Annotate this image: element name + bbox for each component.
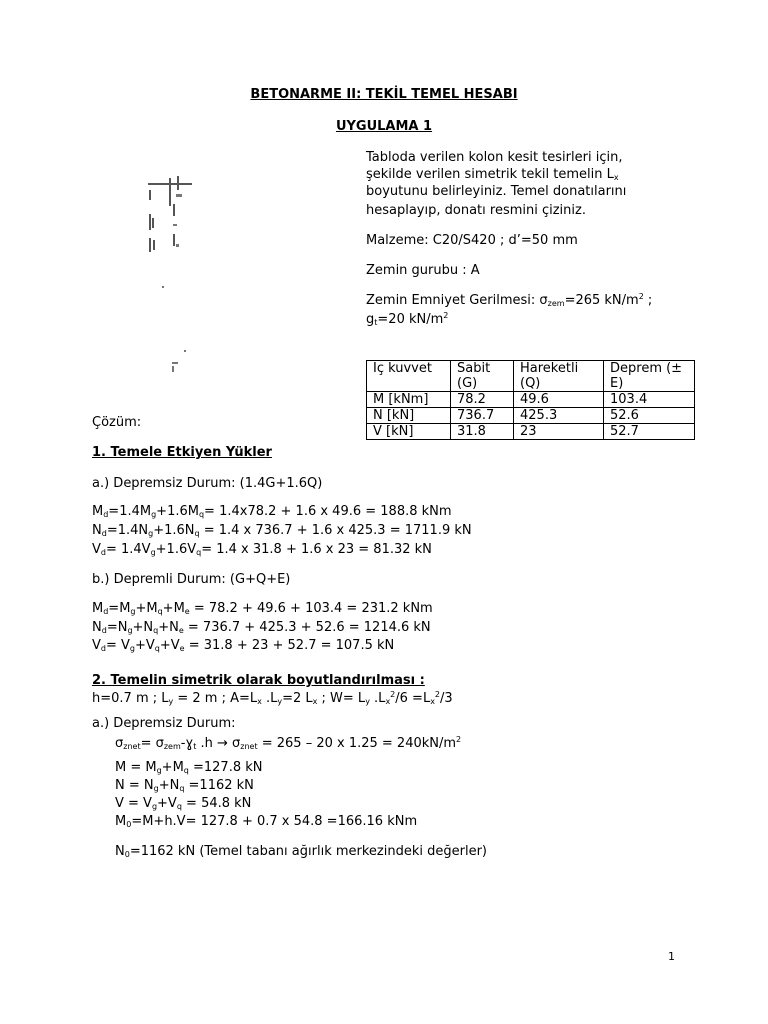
page-number: 1 — [668, 950, 675, 963]
table-cell: 23 — [514, 424, 604, 440]
intro-line-2: şekilde verilen simetrik tekil temelin $L_x$ — [366, 167, 619, 182]
material-spec: Malzeme: C20/S420 ; d’=50 mm — [366, 233, 578, 248]
internal-forces-table — [366, 360, 695, 440]
table-row — [367, 392, 695, 408]
table-header-cell: Hareketli (Q) — [514, 361, 604, 392]
soil-unit-weight: $g_t=20$ $kN/m^2$ — [366, 311, 449, 327]
section-2a-v: $V = V_g+V_q = 54.8$ kN — [115, 796, 252, 811]
table-cell: 31.8 — [451, 424, 514, 440]
section-2a-n: $N = N_g+N_q =1162$ kN — [115, 778, 254, 793]
table-cell: N [kN] — [367, 408, 451, 424]
section-1a-nd: $N_d=1.4N_g+1.6N_q = 1.4$ x 736.7 + 1.6 x 425.3 = 1711.9 kN — [92, 523, 472, 538]
section-1a-title: a.) Depremsiz Durum: (1.4G+1.6Q) — [92, 476, 323, 491]
section-1-heading: 1. Temele Etkiyen Yükler — [92, 445, 272, 460]
section-1b-title: b.) Depremli Durum: (G+Q+E) — [92, 572, 291, 587]
document-subtitle: UYGULAMA 1 — [335, 119, 433, 134]
soil-group: Zemin gurubu : A — [366, 263, 480, 278]
document-title: BETONARME II: TEKİL TEMEL HESABI — [250, 87, 518, 102]
table-header-cell: Iç kuvvet — [367, 361, 451, 392]
table-header-cell: Deprem (± E) — [604, 361, 695, 392]
table-cell: 78.2 — [451, 392, 514, 408]
intro-line-1: Tabloda verilen kolon kesit tesirleri için, — [366, 150, 623, 165]
section-1a-vd: $V_d= 1.4V_g+1.6V_q= 1.4$ x 31.8 + 1.6 x 23 = 81.32 kN — [92, 542, 432, 557]
table-row — [367, 408, 695, 424]
table-cell: 103.4 — [604, 392, 695, 408]
table-header-row — [367, 361, 695, 392]
table-header-cell: Sabit (G) — [451, 361, 514, 392]
section-1b-vd: $V_d= V_g+V_q+V_e = 31.8 + 23 + 52.7 = 107.5$ kN — [92, 638, 395, 653]
table-cell: 425.3 — [514, 408, 604, 424]
table-cell: 736.7 — [451, 408, 514, 424]
section-2a-title: a.) Depremsiz Durum: — [92, 716, 236, 731]
section-2a-net-stress: $\sigma_{znet}=$ $\sigma_{zem}-ɣ_t$ $.h \to \sigma_{znet} = 265 - 20$ x $1.25 = 240kN/m^2$ — [115, 735, 462, 751]
section-2a-n0: $N_0=1162$ kN (Temel tabanı ağırlık merkezindeki değerler) — [115, 844, 487, 859]
table-cell: M [kNm] — [367, 392, 451, 408]
section-1b-md: $M_d=M_g+M_q+M_e = 78.2 + 49.6 + 103.4 = 231.2$ kNm — [92, 601, 433, 616]
table-cell: 52.7 — [604, 424, 695, 440]
table-cell: 49.6 — [514, 392, 604, 408]
section-1a-md: $M_d=1.4M_g+1.6M_q= 1.4x78.2 + 1.6$ x 49.6 = 188.8 kNm — [92, 504, 452, 519]
section-2a-m0: $M_0=M+h.V= 127.8 + 0.7$ x 54.8 =166.16 kNm — [115, 814, 418, 829]
section-2-dimensions: h=0.7 m ; $L_y = 2$ m ; $A=L_x$ $.L_y=2$ $L_x$ ; $W= L_y$ $.L_x^2/6 =L_x^2/3$ — [92, 690, 453, 706]
section-2a-m: $M = M_g+M_q =127.8$ kN — [115, 760, 263, 775]
table-cell: 52.6 — [604, 408, 695, 424]
foundation-sketch-figure — [140, 170, 200, 375]
intro-line-4: hesaplayıp, donatı resmini çiziniz. — [366, 203, 586, 218]
section-2-heading: 2. Temelin simetrik olarak boyutlandırılması : — [92, 673, 425, 688]
table-row — [367, 424, 695, 440]
soil-allowable-stress: Zemin Emniyet Gerilmesi: $\sigma_{zem}=265$ $kN/m^2$ ; — [366, 292, 653, 308]
table-cell: V [kN] — [367, 424, 451, 440]
intro-line-3: boyutunu belirleyiniz. Temel donatılarını — [366, 184, 627, 199]
solution-label: Çözüm: — [92, 415, 142, 430]
section-1b-nd: $N_d=N_g+N_q+N_e = 736.7 + 425.3 + 52.6 = 1214.6$ kN — [92, 620, 431, 635]
